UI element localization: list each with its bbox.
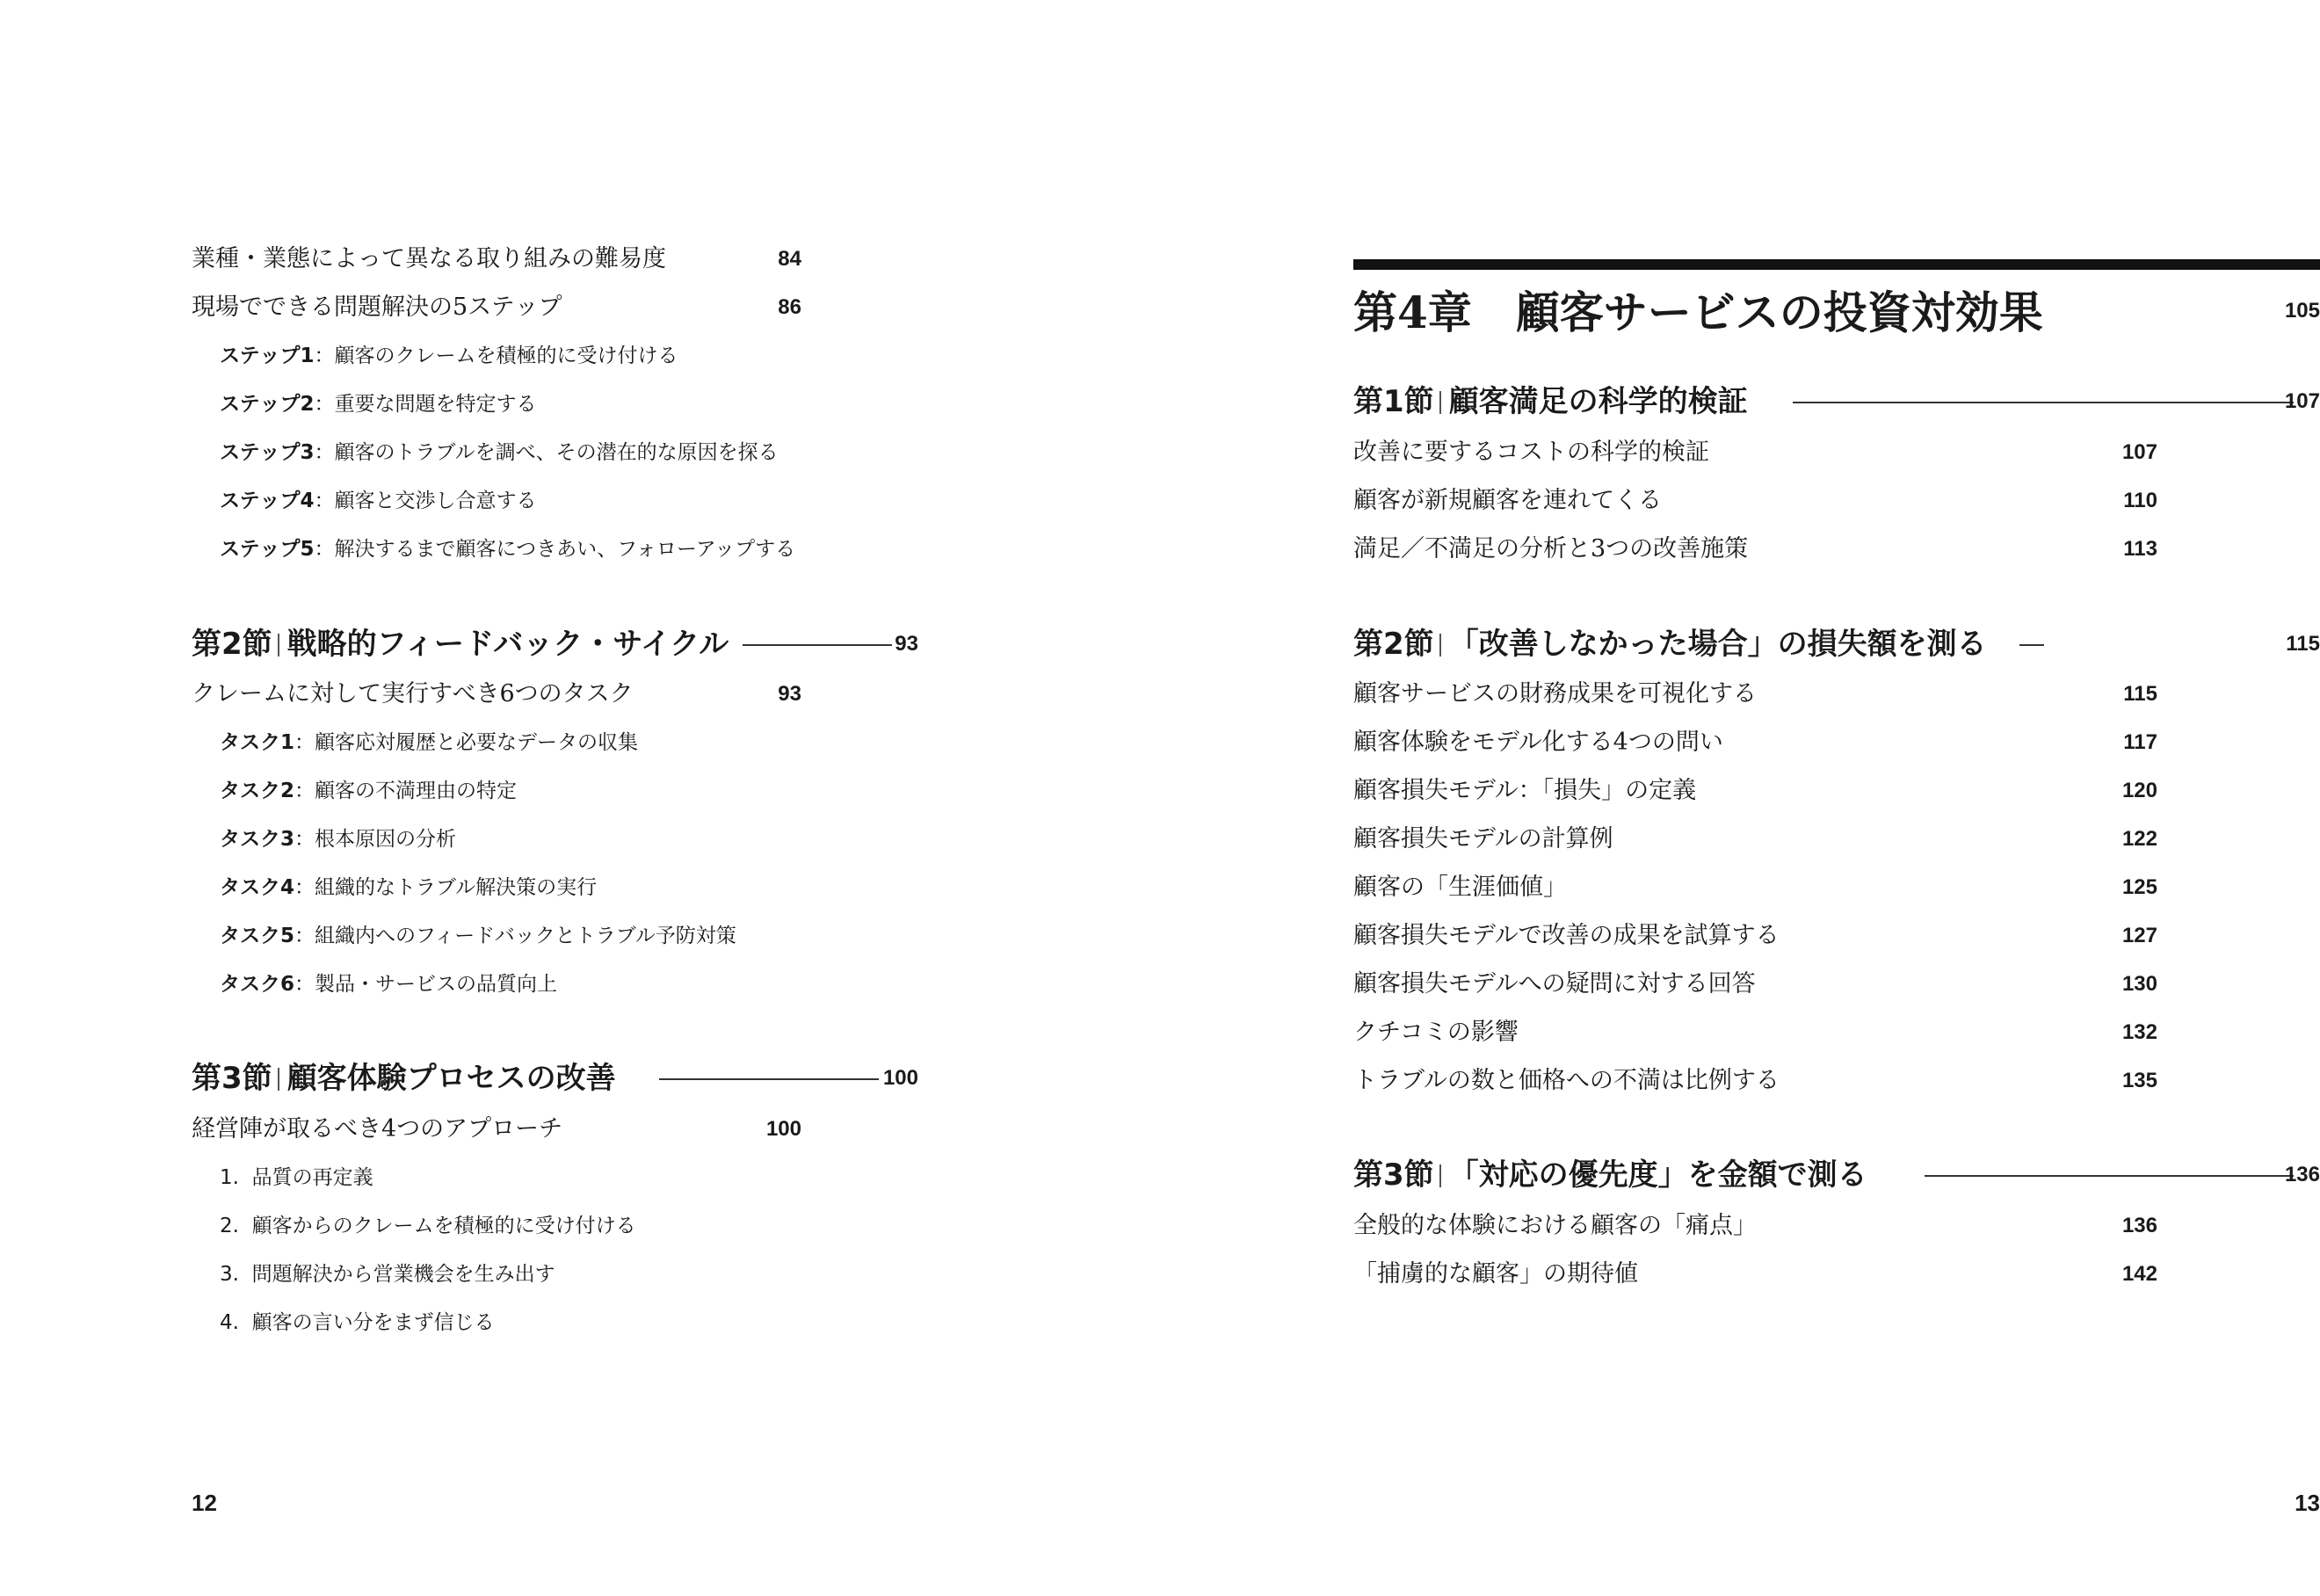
entry-text: 業種・業態によって異なる取り組みの難易度 [192,245,666,272]
toc-subentry[interactable] [220,532,795,567]
task-text: ：製品・サービスの品質向上 [294,973,558,996]
section-heading[interactable] [192,623,729,665]
toc-subentry[interactable] [220,822,456,857]
page-number: 107 [2284,389,2320,413]
section-divider [1439,634,1441,657]
entry-text: 顧客損失モデルで改善の成果を試算する [1353,922,1780,949]
task-text: ：組織内へのフィードバックとトラブル予防対策 [294,925,736,947]
toc-subentry[interactable] [220,1305,495,1340]
page-number: 110 [2123,489,2157,512]
task-label: タスク5 [220,925,295,947]
toc-entry[interactable] [192,242,666,277]
section-title: 「対応の優先度」を金額で測る [1448,1157,1867,1193]
section-number: 第2節 [192,627,272,662]
toc-entry[interactable] [1353,725,1723,760]
item-number: 3. [220,1263,239,1286]
page-number: 142 [2121,1262,2157,1286]
step-text: ：重要な問題を特定する [314,393,537,416]
section-heading[interactable] [1353,623,1987,665]
entry-text: 現場でできる問題解決の5ステップ [192,294,562,321]
item-number: 2. [220,1215,239,1237]
section-title: 「改善しなかった場合」の損失額を測る [1448,627,1987,662]
page-number: 86 [778,295,801,319]
page-number: 100 [882,1066,918,1090]
page-number: 117 [2123,730,2157,754]
page-number: 100 [765,1117,801,1141]
step-label: ステップ4 [220,490,315,512]
section-divider [1439,1164,1441,1187]
entry-text: 顧客損失モデル：「損失」の定義 [1353,777,1697,804]
section-number: 第3節 [192,1061,272,1096]
chapter-title: 顧客サービスの投資対効果 [1515,287,2043,338]
task-label: タスク6 [220,973,295,996]
task-text: ：顧客の不満理由の特定 [294,780,518,802]
page-right [1125,0,2320,1596]
item-number: 1. [220,1166,239,1189]
step-text: ：顧客と交渉し合意する [314,490,537,512]
toc-entry[interactable] [1353,1015,1519,1050]
page-number: 132 [2121,1020,2157,1044]
toc-entry[interactable] [1353,532,1748,567]
toc-entry[interactable] [192,1112,562,1147]
section-heading[interactable] [1353,381,1748,423]
toc-subentry[interactable] [220,725,638,760]
step-label: ステップ3 [220,441,315,464]
entry-text: 顧客体験をモデル化する4つの問い [1353,729,1723,756]
toc-entry[interactable] [1353,435,1709,470]
toc-subentry[interactable] [220,918,736,954]
leader-line [2019,644,2044,646]
entry-text: 改善に要するコストの科学的検証 [1353,439,1709,466]
section-divider [278,1068,279,1091]
toc-subentry[interactable] [220,967,557,1002]
section-title: 顧客満足の科学的検証 [1448,384,1748,419]
chapter-rule [1353,259,2320,270]
entry-text: 「捕虜的な顧客」の期待値 [1353,1260,1638,1288]
section-number: 第1節 [1353,384,1434,419]
toc-subentry[interactable] [220,773,517,809]
toc-entry[interactable] [1353,918,1780,954]
task-label: タスク1 [220,731,295,754]
toc-entry[interactable] [192,677,634,712]
step-text: ：顧客のトラブルを調べ、その潜在的な原因を探る [314,441,779,464]
item-text: 顧客の言い分をまず信じる [251,1311,495,1334]
item-text: 顧客からのクレームを積極的に受け付ける [251,1215,636,1237]
toc-entry[interactable] [1353,483,1662,519]
chapter-heading[interactable] [1353,281,2043,345]
toc-subentry[interactable] [220,483,537,519]
page-number: 115 [2286,632,2320,656]
page-folio: 13 [2295,1490,2320,1516]
page-left [0,0,1125,1596]
step-label: ステップ1 [220,345,315,367]
chapter-number: 第4章 [1353,287,1472,338]
page-number: 125 [2121,875,2157,899]
page-number: 122 [2121,827,2157,851]
toc-subentry[interactable] [220,870,597,905]
page-number: 135 [2121,1069,2157,1092]
entry-text: 顧客サービスの財務成果を可視化する [1353,680,1757,707]
toc-entry[interactable] [1353,1208,1757,1244]
toc-subentry[interactable] [220,1208,636,1244]
entry-text: クチコミの影響 [1353,1019,1519,1046]
page-folio: 12 [192,1490,217,1516]
entry-text: 満足／不満足の分析と3つの改善施策 [1353,535,1749,562]
item-text: 品質の再定義 [251,1166,373,1189]
entry-text: 全般的な体験における顧客の「痛点」 [1353,1212,1757,1239]
toc-subentry[interactable] [220,1257,555,1292]
entry-text: トラブルの数と価格への不満は比例する [1353,1067,1780,1094]
task-text: ：根本原因の分析 [294,828,457,851]
page-number: 113 [2123,537,2157,561]
toc-entry[interactable] [1353,677,1757,712]
entry-text: 顧客損失モデルへの疑問に対する回答 [1353,970,1756,997]
task-label: タスク4 [220,876,295,899]
page-number: 107 [2121,440,2157,464]
page-number: 115 [2123,682,2157,706]
task-label: タスク2 [220,780,295,802]
page-number: 105 [2284,299,2320,323]
entry-text: 顧客が新規顧客を連れてくる [1353,487,1662,514]
section-divider [278,634,279,657]
section-number: 第2節 [1353,627,1434,662]
page-number: 84 [778,247,801,271]
section-number: 第3節 [1353,1157,1434,1193]
leader-line [1793,402,2294,403]
toc-subentry[interactable] [220,387,537,422]
section-heading[interactable] [192,1057,616,1099]
page-number: 136 [2284,1163,2320,1186]
toc-entry[interactable] [1353,870,1567,905]
toc-entry[interactable] [1353,1257,1638,1292]
toc-entry[interactable] [1353,967,1756,1002]
item-number: 4. [220,1311,239,1334]
page-number: 120 [2121,779,2157,802]
item-text: 問題解決から営業機会を生み出す [251,1263,555,1286]
entry-text: 顧客の「生涯価値」 [1353,874,1567,901]
toc-entry[interactable] [192,290,562,325]
task-label: タスク3 [220,828,295,851]
entry-text: 顧客損失モデルの計算例 [1353,825,1613,852]
task-text: ：顧客応対履歴と必要なデータの収集 [294,731,639,754]
entry-text: 経営陣が取るべき4つのアプローチ [192,1115,563,1143]
section-divider [1439,391,1441,414]
step-text: ：顧客のクレームを積極的に受け付ける [314,345,678,367]
toc-entry[interactable] [1353,1063,1780,1099]
page-number: 130 [2121,972,2157,996]
section-heading[interactable] [1353,1154,1867,1196]
step-text: ：解決するまで顧客につきあい、フォローアップする [314,538,796,561]
task-text: ：組織的なトラブル解決策の実行 [294,876,598,899]
toc-entry[interactable] [1353,773,1696,809]
section-title: 顧客体験プロセスの改善 [286,1061,616,1096]
page-number: 93 [895,632,918,656]
section-title: 戦略的フィードバック・サイクル [286,627,729,662]
toc-entry[interactable] [1353,822,1613,857]
page-number: 127 [2121,924,2157,947]
page-number: 136 [2121,1214,2157,1237]
toc-subentry[interactable] [220,338,678,374]
page-number: 93 [778,682,801,706]
toc-subentry[interactable] [220,1160,373,1195]
step-label: ステップ5 [220,538,315,561]
entry-text: クレームに対して実行すべき6つのタスク [192,680,634,707]
toc-subentry[interactable] [220,435,779,470]
step-label: ステップ2 [220,393,315,416]
